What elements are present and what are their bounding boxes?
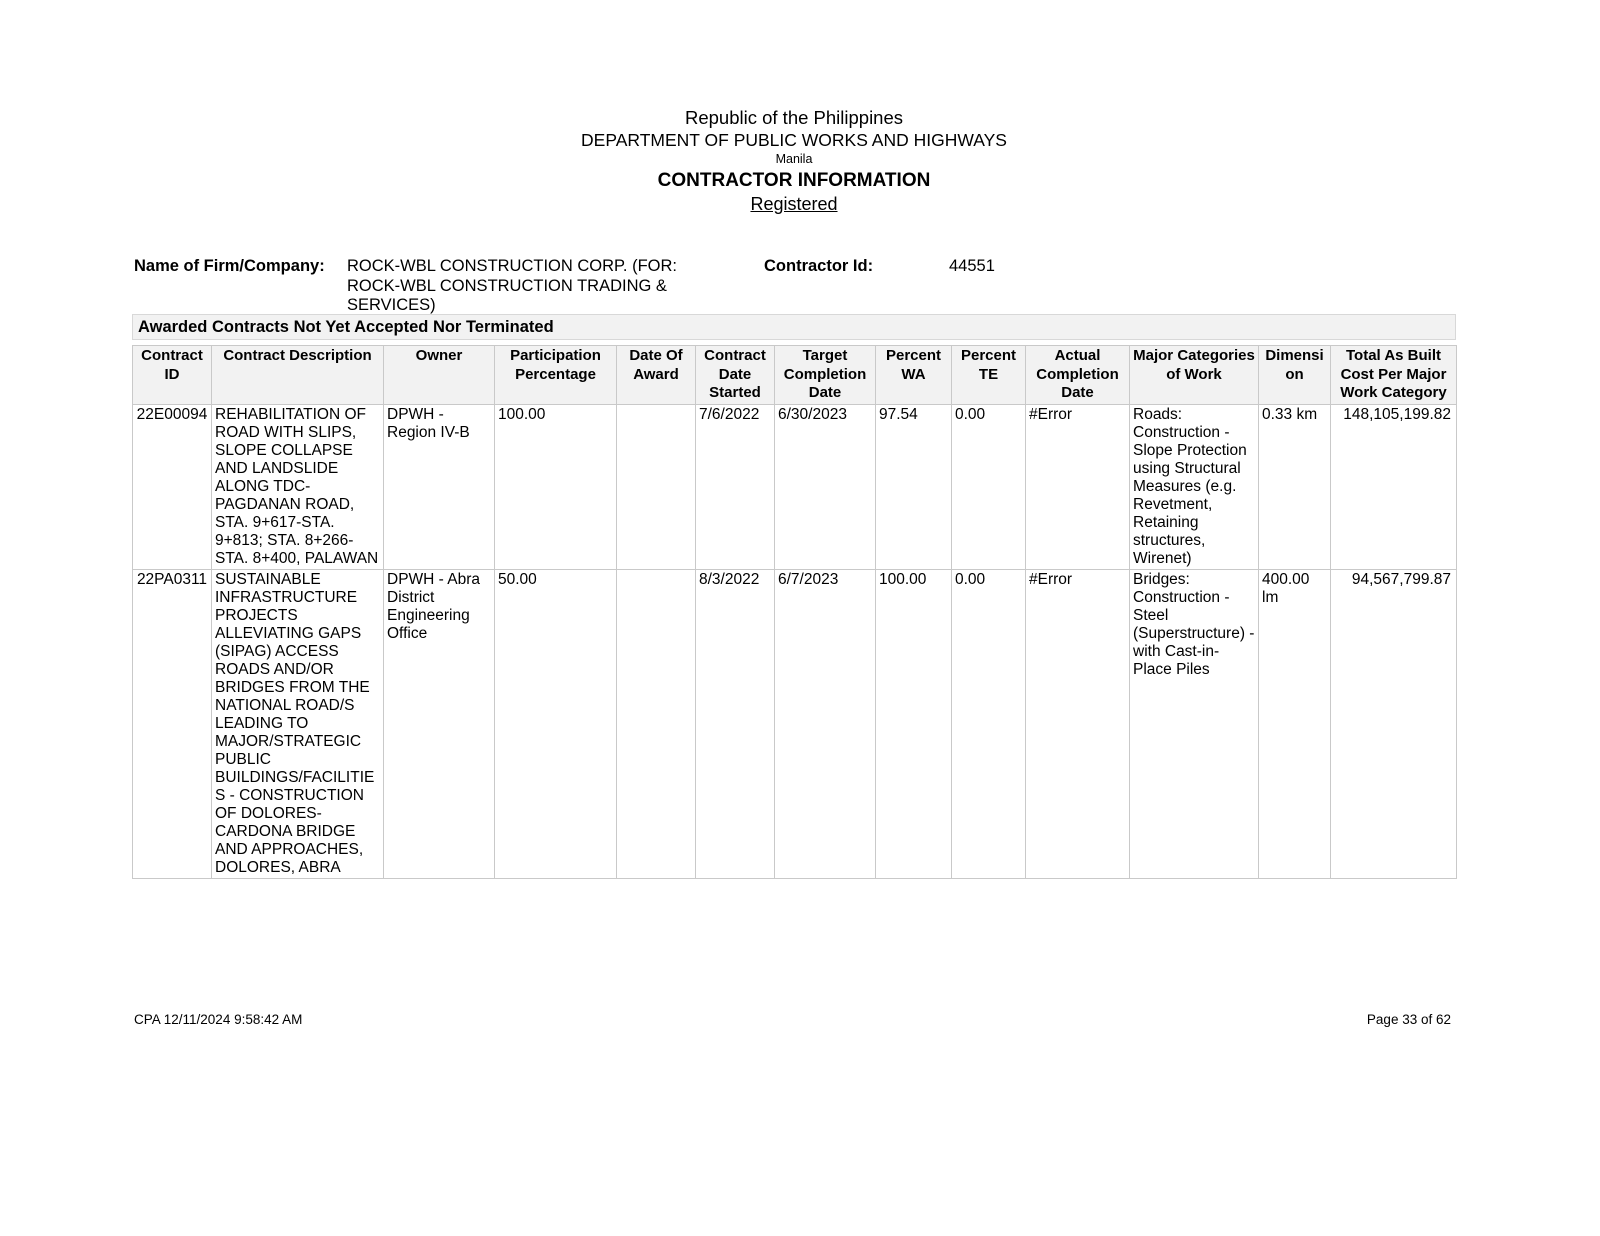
contract-cell: 0.00 bbox=[952, 404, 1026, 569]
contract-cell: 0.00 bbox=[952, 569, 1026, 878]
page-footer bbox=[132, 1011, 1456, 1028]
contract-cell: DPWH - Abra District Engineering Office bbox=[384, 569, 495, 878]
contract-row bbox=[133, 569, 1457, 878]
contract-cell: Bridges: Construction - Steel (Superstructure) - with Cast-in-Place Piles bbox=[1130, 569, 1259, 878]
column-header-13: Total As Built Cost Per Major Work Category bbox=[1331, 346, 1457, 405]
contract-cell: 100.00 bbox=[495, 404, 617, 569]
contractor-id-label: Contractor Id: bbox=[764, 257, 874, 275]
table-body bbox=[133, 404, 1457, 878]
column-header-3: Owner bbox=[384, 346, 495, 405]
footer-generated-timestamp: CPA 12/11/2024 9:58:42 AM bbox=[134, 1012, 303, 1027]
column-header-4: Participation Percentage bbox=[495, 346, 617, 405]
contract-cell: REHABILITATION OF ROAD WITH SLIPS, SLOPE COLLAPSE AND LANDSLIDE ALONG TDC-PAGDANAN ROAD, STA. 9+617-STA. 9+813; STA. 8+266-STA. 8+400, PALAWAN bbox=[212, 404, 384, 569]
city-line: Manila bbox=[775, 152, 813, 166]
contract-cell: 94,567,799.87 bbox=[1331, 569, 1457, 878]
firm-name-label: Name of Firm/Company: bbox=[134, 257, 325, 275]
country-line: Republic of the Philippines bbox=[684, 107, 904, 128]
firm-name-value: ROCK-WBL CONSTRUCTION CORP. (FOR: ROCK-WBL CONSTRUCTION TRADING & SERVICES) bbox=[347, 257, 678, 314]
column-header-5: Date Of Award bbox=[617, 346, 696, 405]
column-header-10: Actual Completion Date bbox=[1026, 346, 1130, 405]
column-header-11: Major Categories of Work bbox=[1130, 346, 1259, 405]
section-title: Awarded Contracts Not Yet Accepted Nor Terminated bbox=[132, 314, 1456, 340]
column-header-2: Contract Description bbox=[212, 346, 384, 405]
contract-cell: 6/30/2023 bbox=[775, 404, 876, 569]
contract-cell: 400.00 lm bbox=[1259, 569, 1331, 878]
contract-cell: Roads: Construction - Slope Protection using Structural Measures (e.g. Revetment, Retaining structures, Wirenet) bbox=[1130, 404, 1259, 569]
contract-cell: 22E00094 bbox=[133, 404, 212, 569]
contract-row bbox=[133, 404, 1457, 569]
contract-cell: 8/3/2022 bbox=[696, 569, 775, 878]
column-header-8: Percent WA bbox=[876, 346, 952, 405]
contract-cell: 22PA0311 bbox=[133, 569, 212, 878]
contract-cell: 0.33 km bbox=[1259, 404, 1331, 569]
contractor-id-value: 44551 bbox=[949, 257, 995, 275]
contract-cell: 97.54 bbox=[876, 404, 952, 569]
contract-cell: 100.00 bbox=[876, 569, 952, 878]
registration-status: Registered bbox=[750, 194, 838, 214]
contract-cell: 148,105,199.82 bbox=[1331, 404, 1457, 569]
contract-cell: #Error bbox=[1026, 569, 1130, 878]
column-header-12: Dimension bbox=[1259, 346, 1331, 405]
contract-cell bbox=[617, 569, 696, 878]
contractor-info-row bbox=[132, 256, 1456, 314]
column-header-9: Percent TE bbox=[952, 346, 1026, 405]
contract-cell bbox=[617, 404, 696, 569]
contracts-table bbox=[132, 345, 1457, 879]
contract-cell: SUSTAINABLE INFRASTRUCTURE PROJECTS ALLEVIATING GAPS (SIPAG) ACCESS ROADS AND/OR BRIDGES FROM THE NATIONAL ROAD/S LEADING TO MAJOR/STRATEGIC PUBLIC BUILDINGS/FACILITIES - CONSTRUCTION OF DOLORES-CARDONA BRIDGE AND APPROACHES, DOLORES, ABRA bbox=[212, 569, 384, 878]
contract-cell: 7/6/2022 bbox=[696, 404, 775, 569]
footer-page-number: Page 33 of 62 bbox=[1366, 1012, 1451, 1027]
contract-cell: DPWH - Region IV-B bbox=[384, 404, 495, 569]
column-header-7: Target Completion Date bbox=[775, 346, 876, 405]
document-header bbox=[132, 106, 1456, 215]
table-header-row bbox=[133, 346, 1457, 405]
column-header-1: Contract ID bbox=[133, 346, 212, 405]
contract-cell: #Error bbox=[1026, 404, 1130, 569]
column-header-6: Contract Date Started bbox=[696, 346, 775, 405]
report-title: CONTRACTOR INFORMATION bbox=[657, 170, 931, 191]
contract-cell: 6/7/2023 bbox=[775, 569, 876, 878]
department-line: DEPARTMENT OF PUBLIC WORKS AND HIGHWAYS bbox=[581, 130, 1007, 150]
contract-cell: 50.00 bbox=[495, 569, 617, 878]
